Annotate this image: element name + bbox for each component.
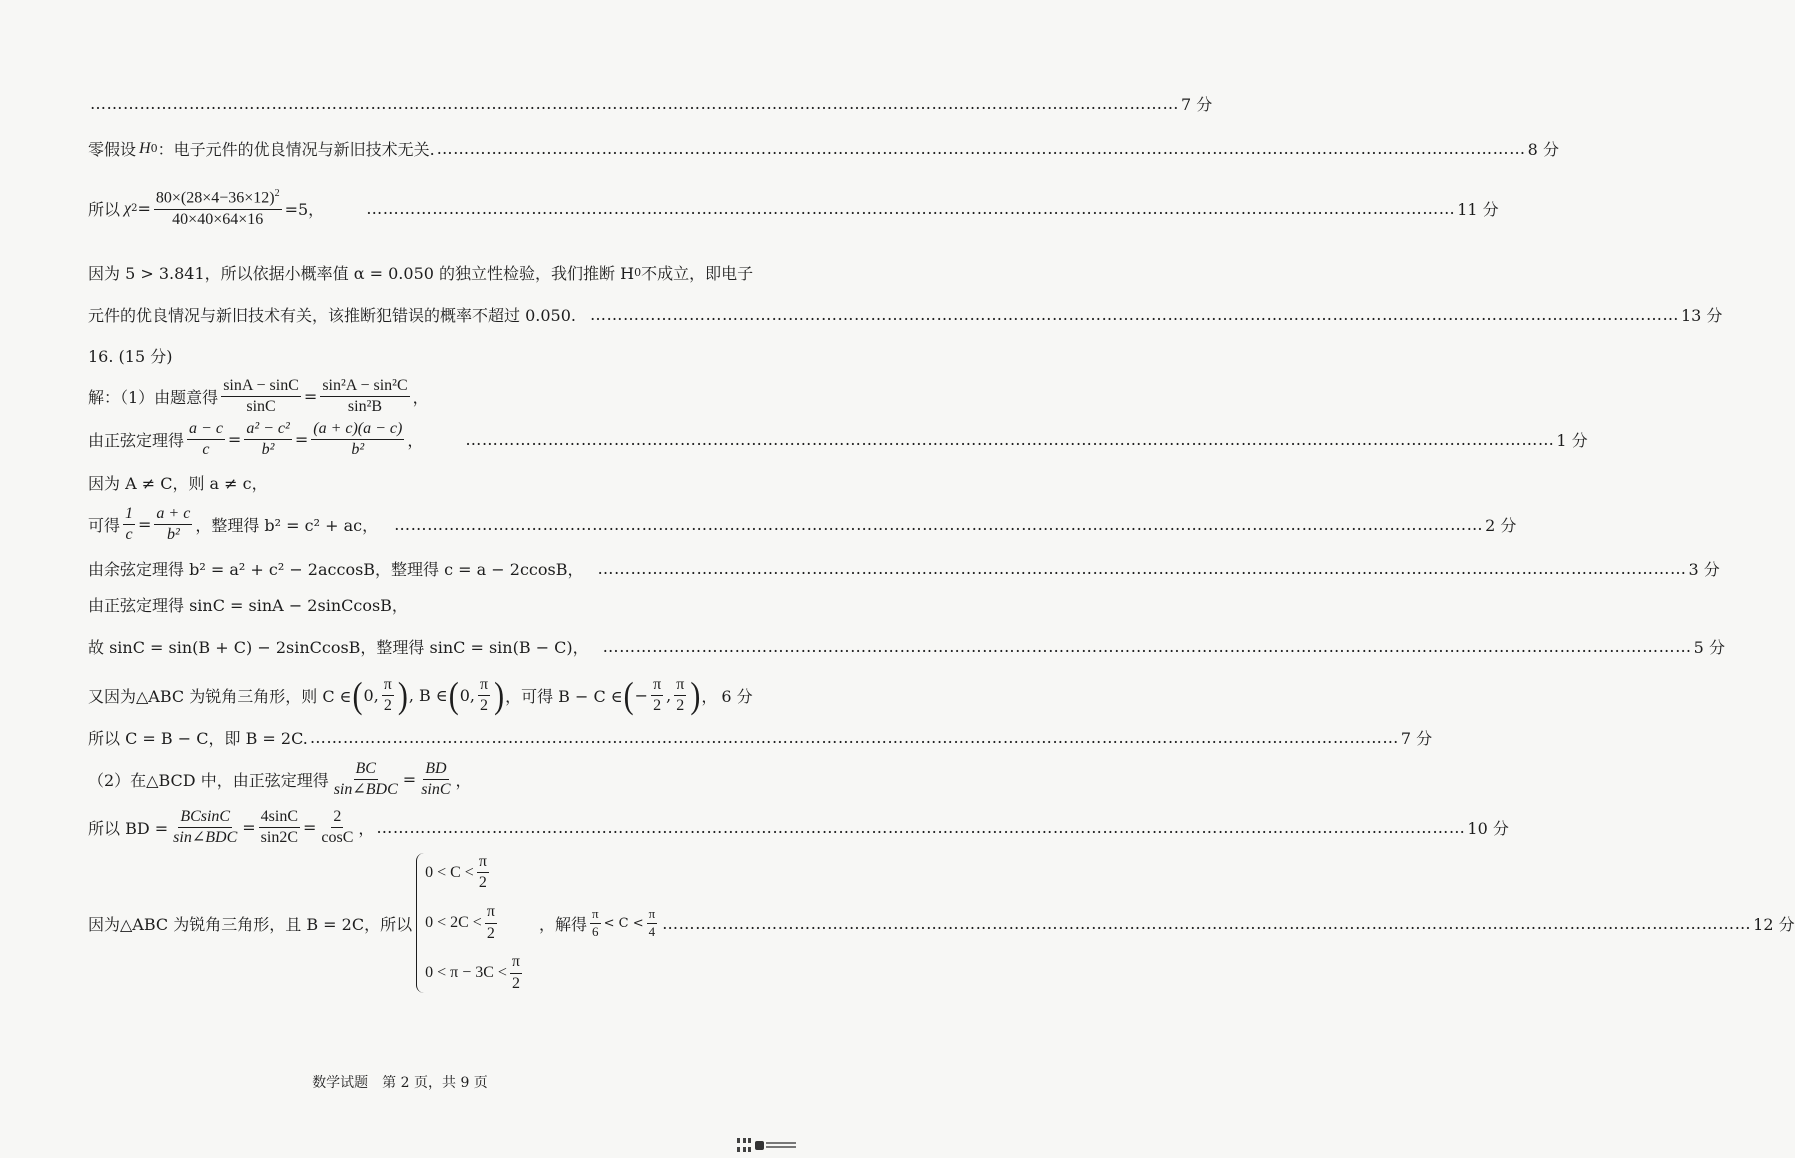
line-2 [88, 137, 1559, 160]
leader-dots: ……………………………………………………………………………………………………………………………………………………………………………… [465, 430, 1555, 450]
score-label: 8 分 [1527, 140, 1559, 159]
leader-dots: ……………………………………………………………………………………………………………………………………………………………………………… [597, 559, 1687, 578]
score-label: 3 分 [1688, 560, 1720, 579]
line-3 [88, 188, 1499, 229]
line-13: 故 sinC = sin(B + C) − 2sinCcosB，整理得 sinC = sin(B − C)， ……………………………………………………………………………………………………………………………………………………………………………… 5 分 [88, 637, 1725, 657]
line-8: 由正弦定理得 $\frac{a - c}{c}$ = $\frac{\text{a² − c²}}{\text{b²}}$ = $\frac{(a + c)(a - c)}{\text{b²}}$ ， ……………………………………………………………………………………………………………………………………………………………………………… 1 分 [88, 420, 1588, 459]
score-label: 12 分 [1753, 914, 1795, 934]
leader-dots: ……………………………………………………………………………………………………………………………………………………………………………… [309, 728, 1399, 747]
chi-fraction: $\frac{80\times(28\times 4-36\times 12)^2}{40\times 40\times 64\times 16}$ [155, 188, 280, 228]
page-footer: 数学试题 第 2 页，共 9 页 [312, 1075, 488, 1091]
score-label: 2 分 [1485, 516, 1517, 536]
leader-dots: ……………………………………………………………………………………………………………………………………………………………………………… [662, 913, 1752, 933]
line-9: 因为 A ≠ C，则 a ≠ c， [88, 474, 268, 493]
line-1 [88, 92, 1213, 115]
line-17: 所以 BD = $\frac{BCsinC}{\text{sin∠BDC}}$ = $\frac{4\sin C}{\sin 2C}$ = $\frac{2}{\cos C}$ ， ……………………………………………………………………………………………………………………………………………………………………………… 10 分 [88, 808, 1509, 847]
line-18: 因为△ABC 为锐角三角形，且 B = 2C，所以 0 < C < $\frac{\pi}{2}$ 0 < 2C < $\frac{\pi}{2}$ 0 < π − 3C < $\frac{\pi}{2}$ ，解得 $\frac{\pi}{6}$ < C < $\frac{\pi}{4}$ ……………………………………………………………………………………………………………………………………………………………………………… 12 分 [88, 853, 1795, 992]
score-label: 7 分 [1181, 95, 1213, 114]
leader-dots: ……………………………………………………………………………………………………………………………………………………………………………… [366, 199, 1456, 219]
leader-dots: ……………………………………………………………………………………………………………………………………………………………………………… [436, 139, 1526, 158]
inequality-system: 0 < C < $\frac{\pi}{2}$ 0 < 2C < $\frac{\pi}{2}$ 0 < π − 3C < $\frac{\pi}{2}$ [416, 853, 531, 993]
leader-dots: ……………………………………………………………………………………………………………………………………………………………………………… [602, 637, 1692, 656]
line-16: （2）在△BCD 中，由正弦定理得 $\frac{BC}{\text{sin∠BDC}}$ = $\frac{BD}{\sin C}$ ， [88, 760, 472, 799]
qr-code-icon [737, 1138, 751, 1152]
line-12: 由正弦定理得 sinC = sinA − 2sinCcosB， [88, 596, 408, 615]
line-15: 所以 C = B − C，即 B = 2C. ……………………………………………………………………………………………………………………………………………………………………………… 7 分 [88, 728, 1433, 748]
line-14: 又因为△ABC 为锐角三角形，则 C ∈ ( 0, $\frac{\pi}{2}$ ) , B ∈ ( 0, $\frac{\pi}{2}$ ) ，可得 B − C ∈ ( − $\frac{\pi}{2}$ , $\frac{\pi}{2}$ ) ， 6 分 [88, 674, 753, 716]
leader-dots: ……………………………………………………………………………………………………………………………………………………………………………… [376, 818, 1466, 838]
line-7: 解：（1）由题意得 $\frac{\sin A - \sin C}{\sin C}$ = $\frac{\text{sin²A − sin²C}}{\text{sin²B}}$ ， [88, 377, 429, 416]
line-4: 因为 5 > 3.841，所以依据小概率值 α = 0.050 的独立性检验，我们推断 H 0 不成立，即电子 [88, 264, 754, 283]
problem-16-heading: 16. (15 分) [88, 347, 173, 366]
leader-dots: ……………………………………………………………………………………………………………………………………………………………………………… [589, 305, 1679, 324]
line-10: 可得 $\frac{1}{c}$ = $\frac{a + c}{\text{b²}}$ ，整理得 b² = c² + ac， ……………………………………………………………………………………………………………………………………………………………………………… 2 分 [88, 505, 1517, 544]
scanner-watermark-logo [755, 1137, 799, 1153]
line-11: 由余弦定理得 b² = a² + c² − 2accosB，整理得 c = a − 2ccosB， ……………………………………………………………………………………………………………………………………………………………………………… 3 分 [88, 559, 1720, 579]
chi-square-formula: 所以 χ 2 = $\frac{80\times(28\times 4-36\times 12)^2}{40\times 40\times 64\times 16}$ =5， [88, 188, 325, 228]
score-label: 7 分 [1400, 729, 1433, 748]
score-label: 5 分 [1693, 638, 1725, 657]
leader-dots: ……………………………………………………………………………………………………………………………………………………………………………… [394, 515, 1484, 535]
score-label: 11 分 [1457, 200, 1499, 220]
line-5: 元件的优良情况与新旧技术有关，该推断犯错误的概率不超过 0.050. ……………………………………………………………………………………………………………………………………………………………………………… 13 分 [88, 305, 1723, 325]
line-2-text: 零假设 H 0 ：电子元件的优良情况与新旧技术无关. [88, 139, 435, 159]
score-label: 13 分 [1680, 306, 1723, 325]
score-label: 6 分 [721, 687, 753, 707]
score-label: 1 分 [1556, 431, 1588, 451]
leader-dots: ……………………………………………………………………………………………………………………………………………………………………………… [90, 94, 1179, 113]
score-label: 10 分 [1467, 819, 1509, 839]
